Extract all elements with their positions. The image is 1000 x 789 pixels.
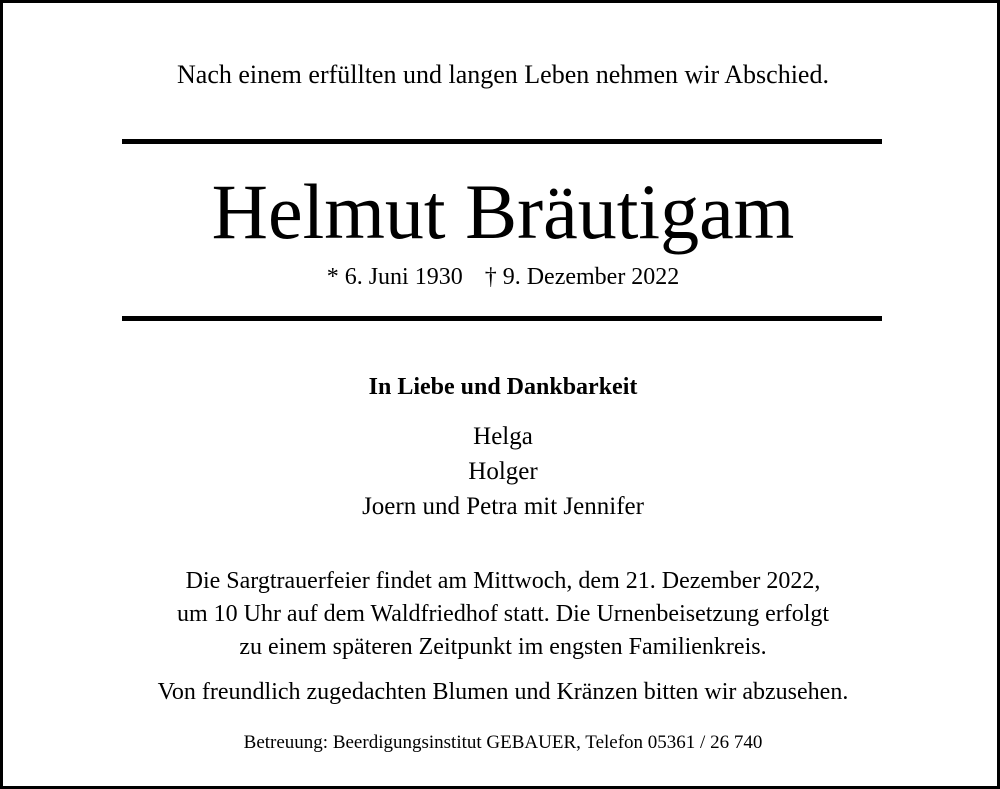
ceremony-text-line: zu einem späteren Zeitpunkt im engsten Familienkreis. [239, 634, 767, 660]
mourner-name: Helga [473, 423, 533, 450]
deceased-name: Helmut Bräutigam [211, 168, 795, 255]
dedication-heading: In Liebe und Dankbarkeit [368, 374, 638, 400]
funeral-home-footer: Betreuung: Beerdigungsinstitut GEBAUER, Telefon 05361 / 26 740 [243, 732, 763, 753]
ceremony-text-line: Die Sargtrauerfeier findet am Mittwoch, dem 21. Dezember 2022, [185, 568, 821, 594]
birth-date: * 6. Juni 1930 [326, 264, 463, 290]
mourner-name: Holger [468, 458, 538, 485]
mourner-name: Joern und Petra mit Jennifer [362, 493, 644, 520]
top-divider [122, 139, 882, 144]
intro-text: Nach einem erfüllten und langen Leben nehmen wir Abschied. [177, 60, 829, 89]
death-date: † 9. Dezember 2022 [484, 264, 680, 290]
ceremony-text-line: um 10 Uhr auf dem Waldfriedhof statt. Die Urnenbeisetzung erfolgt [176, 601, 830, 627]
bottom-divider [122, 316, 882, 321]
life-dates [3, 262, 1000, 292]
flower-request-text: Von freundlich zugedachten Blumen und Kränzen bitten wir abzusehen. [157, 679, 849, 705]
